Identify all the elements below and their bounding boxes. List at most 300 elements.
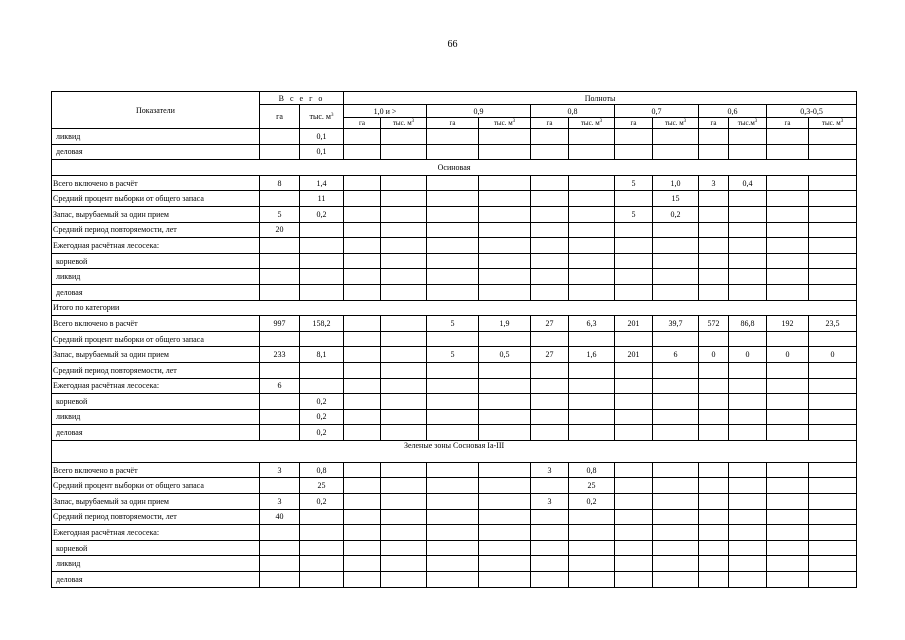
table-cell: 6 xyxy=(653,347,699,363)
density-group-header: 0,8 xyxy=(531,105,615,118)
table-cell: 5 xyxy=(615,206,653,222)
table-cell xyxy=(809,494,857,510)
table-cell xyxy=(479,175,531,191)
table-cell xyxy=(767,238,809,254)
table-cell xyxy=(427,191,479,207)
table-cell: 25 xyxy=(569,478,615,494)
table-cell xyxy=(381,362,427,378)
section-row xyxy=(52,160,857,176)
table-cell xyxy=(653,540,699,556)
table-cell xyxy=(300,378,344,394)
table-row xyxy=(52,478,857,494)
table-cell xyxy=(569,394,615,410)
row-label: Запас, вырубаемый за один прием xyxy=(52,206,260,222)
table-cell xyxy=(615,269,653,285)
table-cell xyxy=(427,540,479,556)
density-group-header: 0,7 xyxy=(615,105,699,118)
table-cell xyxy=(729,462,767,478)
table-row xyxy=(52,206,857,222)
category-title: Итого по категории xyxy=(52,300,857,316)
section-title: Осиновая xyxy=(52,160,857,176)
table-cell: 0 xyxy=(767,347,809,363)
table-cell xyxy=(615,409,653,425)
table-cell xyxy=(699,331,729,347)
table-cell xyxy=(479,540,531,556)
table-cell xyxy=(569,284,615,300)
table-cell xyxy=(479,253,531,269)
table-cell xyxy=(344,238,381,254)
table-cell xyxy=(381,331,427,347)
unit-m3-header: тыс. $м^3$ xyxy=(479,118,531,129)
table-cell xyxy=(767,572,809,588)
table-cell xyxy=(729,253,767,269)
indicators-header: Показатели xyxy=(52,92,260,129)
table-cell: 0,1 xyxy=(300,144,344,160)
table-cell xyxy=(300,269,344,285)
table-cell xyxy=(569,253,615,269)
table-cell xyxy=(809,284,857,300)
table-cell xyxy=(699,362,729,378)
table-cell xyxy=(699,191,729,207)
table-cell: 86,8 xyxy=(729,316,767,332)
table-cell xyxy=(809,129,857,145)
table-cell xyxy=(531,409,569,425)
table-cell xyxy=(381,191,427,207)
table-cell xyxy=(767,175,809,191)
table-cell xyxy=(260,269,300,285)
table-cell xyxy=(615,425,653,441)
table-cell: 1,9 xyxy=(479,316,531,332)
table-cell: 0 xyxy=(809,347,857,363)
table-cell xyxy=(260,129,300,145)
table-row xyxy=(52,556,857,572)
table-cell xyxy=(344,347,381,363)
table-cell xyxy=(344,253,381,269)
table-cell xyxy=(729,540,767,556)
table-cell xyxy=(729,509,767,525)
table-cell xyxy=(729,556,767,572)
unit-m3-header: тыс. $м^3$ xyxy=(809,118,857,129)
table-cell xyxy=(809,378,857,394)
row-label: Запас, вырубаемый за один прием xyxy=(52,494,260,510)
table-cell xyxy=(809,425,857,441)
table-cell xyxy=(729,129,767,145)
table-cell xyxy=(615,284,653,300)
table-cell xyxy=(729,144,767,160)
table-cell xyxy=(300,331,344,347)
table-cell xyxy=(344,478,381,494)
table-cell xyxy=(569,191,615,207)
table-cell xyxy=(615,462,653,478)
table-cell xyxy=(479,284,531,300)
row-label: Всего включено в расчёт xyxy=(52,462,260,478)
table-cell: 0,2 xyxy=(300,425,344,441)
table-cell xyxy=(531,129,569,145)
table-cell xyxy=(653,478,699,494)
row-label: деловая xyxy=(52,425,260,441)
unit-ha-header: га xyxy=(344,118,381,129)
table-cell xyxy=(381,144,427,160)
table-cell xyxy=(767,394,809,410)
table-cell xyxy=(479,378,531,394)
table-cell xyxy=(809,206,857,222)
table-cell xyxy=(381,206,427,222)
table-cell xyxy=(531,556,569,572)
table-cell xyxy=(531,394,569,410)
table-cell xyxy=(260,362,300,378)
row-label: корневой xyxy=(52,253,260,269)
table-row xyxy=(52,509,857,525)
table-cell xyxy=(381,378,427,394)
row-label: Всего включено в расчёт xyxy=(52,175,260,191)
table-cell xyxy=(615,191,653,207)
unit-ha-header: га xyxy=(767,118,809,129)
table-cell xyxy=(653,284,699,300)
table-cell xyxy=(615,494,653,510)
table-cell xyxy=(767,509,809,525)
table-cell xyxy=(479,509,531,525)
row-label: Ежегодная расчётная лесосека: xyxy=(52,525,260,541)
table-cell xyxy=(653,253,699,269)
table-cell: 23,5 xyxy=(809,316,857,332)
table-cell xyxy=(427,509,479,525)
table-cell xyxy=(653,238,699,254)
table-cell: 1,4 xyxy=(300,175,344,191)
table-cell xyxy=(729,269,767,285)
table-cell xyxy=(809,509,857,525)
table-row xyxy=(52,347,857,363)
table-cell xyxy=(699,129,729,145)
table-cell xyxy=(729,284,767,300)
table-cell xyxy=(427,222,479,238)
table-cell xyxy=(653,409,699,425)
table-cell xyxy=(300,556,344,572)
table-cell xyxy=(479,525,531,541)
row-label: корневой xyxy=(52,540,260,556)
row-label: ликвид xyxy=(52,409,260,425)
table-cell xyxy=(531,222,569,238)
table-cell xyxy=(300,572,344,588)
table-cell: 201 xyxy=(615,347,653,363)
table-cell xyxy=(767,222,809,238)
table-row xyxy=(52,525,857,541)
table-cell: 40 xyxy=(260,509,300,525)
table-cell xyxy=(729,525,767,541)
table-cell xyxy=(260,144,300,160)
table-cell xyxy=(381,494,427,510)
table-cell xyxy=(569,144,615,160)
table-cell xyxy=(260,331,300,347)
table-cell xyxy=(479,425,531,441)
table-cell xyxy=(569,409,615,425)
table-cell xyxy=(381,409,427,425)
table-cell xyxy=(569,556,615,572)
table-cell xyxy=(381,129,427,145)
table-cell xyxy=(699,394,729,410)
table-row xyxy=(52,572,857,588)
row-label: Ежегодная расчётная лесосека: xyxy=(52,238,260,254)
table-cell xyxy=(344,362,381,378)
table-cell xyxy=(615,222,653,238)
table-row xyxy=(52,269,857,285)
table-cell: 6,3 xyxy=(569,316,615,332)
row-label: корневой xyxy=(52,394,260,410)
table-cell xyxy=(427,556,479,572)
table-cell xyxy=(427,129,479,145)
table-cell: 25 xyxy=(300,478,344,494)
table-row xyxy=(52,284,857,300)
table-cell xyxy=(653,269,699,285)
table-cell xyxy=(809,462,857,478)
table-cell xyxy=(300,509,344,525)
table-cell xyxy=(381,269,427,285)
table-cell xyxy=(427,494,479,510)
table-cell xyxy=(653,509,699,525)
table-cell xyxy=(344,191,381,207)
table-cell: 0,2 xyxy=(653,206,699,222)
table-cell: 20 xyxy=(260,222,300,238)
table-cell xyxy=(809,269,857,285)
table-cell: 997 xyxy=(260,316,300,332)
row-label: Средний процент выборки от общего запаса xyxy=(52,478,260,494)
table-body xyxy=(52,129,857,588)
table-cell xyxy=(615,253,653,269)
table-cell: 39,7 xyxy=(653,316,699,332)
table-cell xyxy=(531,478,569,494)
table-cell xyxy=(427,478,479,494)
table-cell xyxy=(615,144,653,160)
table-cell xyxy=(531,206,569,222)
table-cell xyxy=(260,409,300,425)
table-cell xyxy=(569,362,615,378)
table-cell xyxy=(427,409,479,425)
section-title: Зеленые зоны Сосновая Iа-III xyxy=(52,440,857,462)
table-cell: 27 xyxy=(531,316,569,332)
table-cell: 3 xyxy=(260,494,300,510)
table-cell xyxy=(767,425,809,441)
table-cell xyxy=(767,129,809,145)
density-group-header: 0,9 xyxy=(427,105,531,118)
table-cell xyxy=(699,206,729,222)
table-cell xyxy=(344,269,381,285)
table-cell xyxy=(653,222,699,238)
row-label: ликвид xyxy=(52,269,260,285)
table-cell xyxy=(381,572,427,588)
table-cell: 192 xyxy=(767,316,809,332)
table-cell xyxy=(427,378,479,394)
row-label: ликвид xyxy=(52,556,260,572)
density-group-header: 0,3-0,5 xyxy=(767,105,857,118)
table-cell xyxy=(479,144,531,160)
row-label: Всего включено в расчёт xyxy=(52,316,260,332)
table-cell xyxy=(344,394,381,410)
table-cell xyxy=(615,331,653,347)
unit-m3-header: $тыс.м^3$ xyxy=(729,118,767,129)
table-cell xyxy=(479,222,531,238)
table-cell xyxy=(729,191,767,207)
table-cell xyxy=(531,253,569,269)
page-number: 66 xyxy=(447,39,458,50)
table-cell xyxy=(767,362,809,378)
table-cell xyxy=(344,144,381,160)
table-cell xyxy=(427,175,479,191)
table-cell xyxy=(569,425,615,441)
table-cell xyxy=(569,331,615,347)
table-row xyxy=(52,238,857,254)
table-cell xyxy=(381,222,427,238)
table-cell xyxy=(767,206,809,222)
table-cell xyxy=(699,284,729,300)
table-cell xyxy=(569,540,615,556)
table-cell xyxy=(300,222,344,238)
table-cell: 3 xyxy=(531,462,569,478)
table-cell: 8 xyxy=(260,175,300,191)
row-label: Запас, вырубаемый за один прием xyxy=(52,347,260,363)
table-cell xyxy=(699,509,729,525)
table-cell xyxy=(531,362,569,378)
row-label: деловая xyxy=(52,572,260,588)
table-cell xyxy=(767,409,809,425)
table-cell xyxy=(344,425,381,441)
table-cell xyxy=(699,462,729,478)
table-cell xyxy=(569,129,615,145)
table-cell xyxy=(569,378,615,394)
table-cell xyxy=(699,144,729,160)
table-cell xyxy=(653,556,699,572)
table-cell xyxy=(344,540,381,556)
table-row xyxy=(52,331,857,347)
table-cell xyxy=(699,572,729,588)
unit-m3-header: тыс. $м^3$ xyxy=(569,118,615,129)
table-cell xyxy=(767,462,809,478)
table-cell xyxy=(653,572,699,588)
table-cell xyxy=(809,362,857,378)
table-cell xyxy=(479,362,531,378)
table-cell xyxy=(479,331,531,347)
table-cell xyxy=(344,409,381,425)
table-cell: 1,0 xyxy=(653,175,699,191)
table-cell xyxy=(344,331,381,347)
table-cell xyxy=(300,284,344,300)
table-cell xyxy=(729,478,767,494)
table-cell: 0,4 xyxy=(729,175,767,191)
table-cell xyxy=(381,175,427,191)
table-cell xyxy=(569,509,615,525)
table-cell xyxy=(344,462,381,478)
table-cell xyxy=(699,425,729,441)
table-cell xyxy=(344,556,381,572)
table-cell xyxy=(427,572,479,588)
table-cell xyxy=(809,540,857,556)
table-cell xyxy=(381,462,427,478)
table-cell xyxy=(729,394,767,410)
table-row xyxy=(52,409,857,425)
table-cell xyxy=(615,478,653,494)
table-cell xyxy=(699,222,729,238)
table-cell: 0,8 xyxy=(569,462,615,478)
table-cell: 5 xyxy=(427,347,479,363)
table-cell xyxy=(381,253,427,269)
table-cell xyxy=(809,175,857,191)
table-cell xyxy=(767,284,809,300)
table-cell xyxy=(427,462,479,478)
table-cell xyxy=(729,331,767,347)
table-cell xyxy=(427,238,479,254)
table-cell xyxy=(531,378,569,394)
table-cell xyxy=(300,238,344,254)
table-cell xyxy=(699,478,729,494)
table-row xyxy=(52,378,857,394)
table-cell xyxy=(653,129,699,145)
table-cell: 0,5 xyxy=(479,347,531,363)
table-cell xyxy=(344,129,381,145)
table-cell: 3 xyxy=(260,462,300,478)
table-cell: 8,1 xyxy=(300,347,344,363)
forest-data-table xyxy=(51,91,857,588)
row-label: Средний процент выборки от общего запаса xyxy=(52,331,260,347)
table-cell xyxy=(427,425,479,441)
table-cell xyxy=(615,238,653,254)
table-cell xyxy=(344,284,381,300)
table-cell xyxy=(809,394,857,410)
unit-m3-header: тыс. $м^3$ xyxy=(381,118,427,129)
unit-ha-header: га xyxy=(699,118,729,129)
table-cell: 0,2 xyxy=(300,394,344,410)
table-row xyxy=(52,425,857,441)
table-cell xyxy=(427,394,479,410)
total-header: В с е г о xyxy=(260,92,344,105)
table-row xyxy=(52,316,857,332)
table-row xyxy=(52,222,857,238)
table-cell xyxy=(653,362,699,378)
table-cell: 0,2 xyxy=(300,206,344,222)
row-label: Средний период повторяемости, лет xyxy=(52,509,260,525)
row-label: ликвид xyxy=(52,129,260,145)
row-label: Ежегодная расчётная лесосека: xyxy=(52,378,260,394)
table-cell xyxy=(699,409,729,425)
table-cell: 3 xyxy=(699,175,729,191)
table-cell xyxy=(300,540,344,556)
table-cell xyxy=(569,525,615,541)
table-cell xyxy=(381,540,427,556)
table-cell xyxy=(767,144,809,160)
table-cell xyxy=(479,394,531,410)
table-cell xyxy=(260,238,300,254)
table-cell xyxy=(381,394,427,410)
table-cell: 3 xyxy=(531,494,569,510)
table-cell: 0,1 xyxy=(300,129,344,145)
table-cell xyxy=(427,331,479,347)
table-cell xyxy=(653,494,699,510)
table-cell xyxy=(767,556,809,572)
table-cell: 5 xyxy=(427,316,479,332)
table-cell xyxy=(531,540,569,556)
table-cell xyxy=(427,253,479,269)
table-cell: 15 xyxy=(653,191,699,207)
table-cell xyxy=(653,525,699,541)
table-cell xyxy=(479,129,531,145)
table-cell xyxy=(767,191,809,207)
table-cell xyxy=(653,144,699,160)
category-row xyxy=(52,300,857,316)
table-cell: 0,2 xyxy=(300,409,344,425)
table-cell xyxy=(809,331,857,347)
table-cell xyxy=(809,409,857,425)
table-cell xyxy=(260,394,300,410)
table-cell xyxy=(531,269,569,285)
table-cell xyxy=(767,253,809,269)
table-cell: 0 xyxy=(729,347,767,363)
